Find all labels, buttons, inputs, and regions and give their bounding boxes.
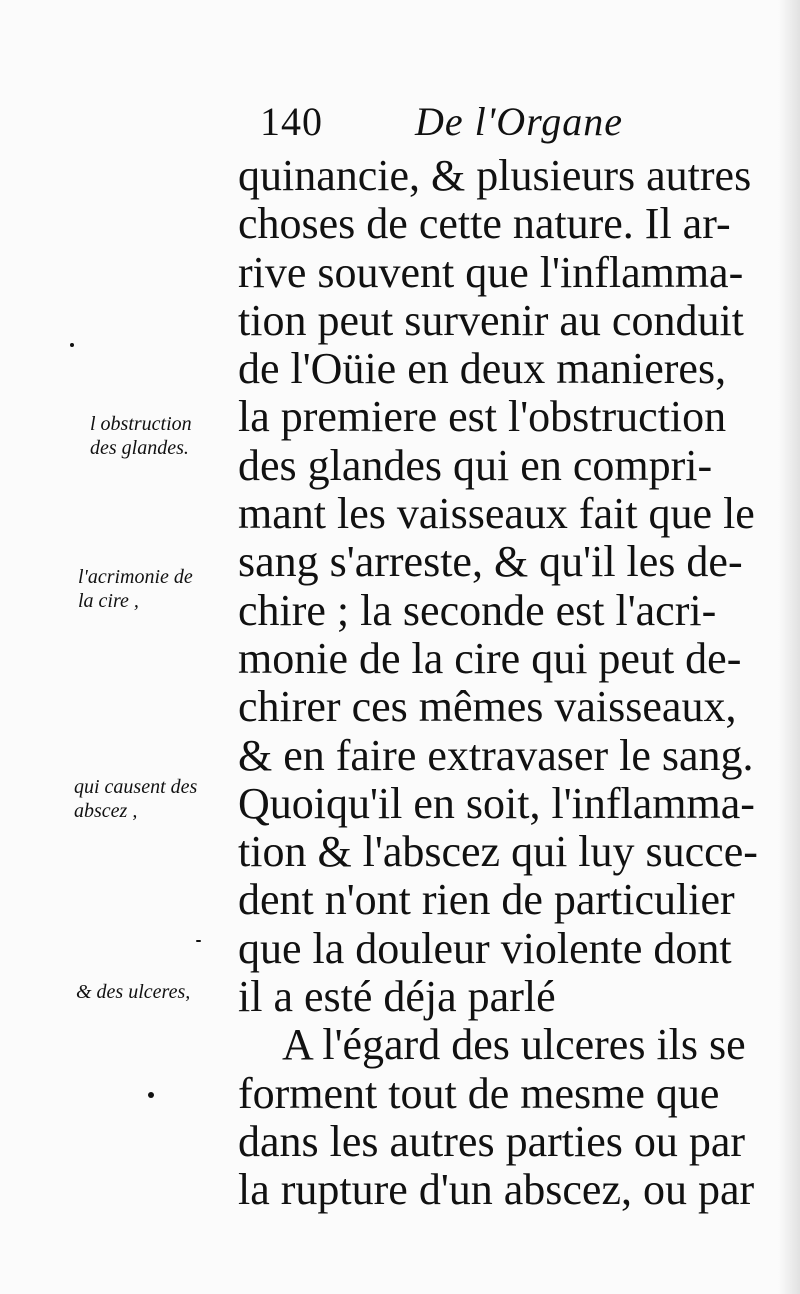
margin-note-line: & des ulceres, [76, 981, 191, 1003]
ink-speck [196, 940, 201, 942]
ink-speck [70, 343, 74, 347]
main-text-block [238, 152, 758, 1215]
text-line: A l'égard des ulceres ils se [282, 1021, 746, 1070]
text-line: la rupture d'un abscez, ou par [238, 1166, 755, 1215]
margin-note [76, 980, 236, 1004]
text-line: dent n'ont rien de particulier [238, 876, 735, 925]
margin-note [90, 412, 250, 460]
margin-note-line: abscez , [74, 800, 138, 822]
margin-note-line: l obstruction [90, 413, 192, 435]
margin-note-line: des glandes. [90, 437, 189, 459]
running-head [260, 98, 640, 148]
text-line: rive souvent que l'inflamma- [238, 248, 744, 297]
text-line: mant les vaisseaux fait que le [238, 490, 755, 539]
text-line: de l'Oüie en deux manieres, [238, 345, 727, 394]
margin-note-line: la cire , [78, 590, 139, 612]
text-line: chirer ces mêmes vaisseaux, [238, 683, 737, 732]
text-line: tion peut survenir au conduit [238, 296, 744, 345]
running-title: De l'Organe [415, 99, 624, 144]
text-line: il a esté déja parlé [238, 973, 556, 1022]
page-number: 140 [260, 99, 323, 144]
margin-note [74, 775, 234, 823]
margin-note [78, 565, 238, 613]
text-line: & en faire extravaser le sang. [238, 731, 754, 780]
ink-speck [148, 1092, 154, 1098]
text-line: monie de la cire qui peut de- [238, 634, 742, 683]
text-line: dans les autres parties ou par [238, 1117, 746, 1166]
text-line: sang s'arreste, & qu'il les de- [238, 538, 743, 587]
page-edge-shadow [778, 0, 800, 1294]
text-line: que la douleur violente dont [238, 924, 732, 973]
text-line: forment tout de mesme que [238, 1069, 720, 1118]
margin-note-line: l'acrimonie de [78, 566, 193, 588]
text-line: des glandes qui en compri- [238, 441, 713, 490]
text-line: choses de cette nature. Il ar- [238, 200, 731, 249]
text-line: Quoiqu'il en soit, l'inflamma- [238, 779, 755, 828]
text-line: quinancie, & plusieurs autres [238, 152, 752, 200]
margin-note-line: qui causent des [74, 776, 198, 798]
text-line: chire ; la seconde est l'acri- [238, 586, 717, 635]
text-line: tion & l'abscez qui luy succe- [238, 828, 758, 877]
text-line: la premiere est l'obstruction [238, 393, 727, 442]
